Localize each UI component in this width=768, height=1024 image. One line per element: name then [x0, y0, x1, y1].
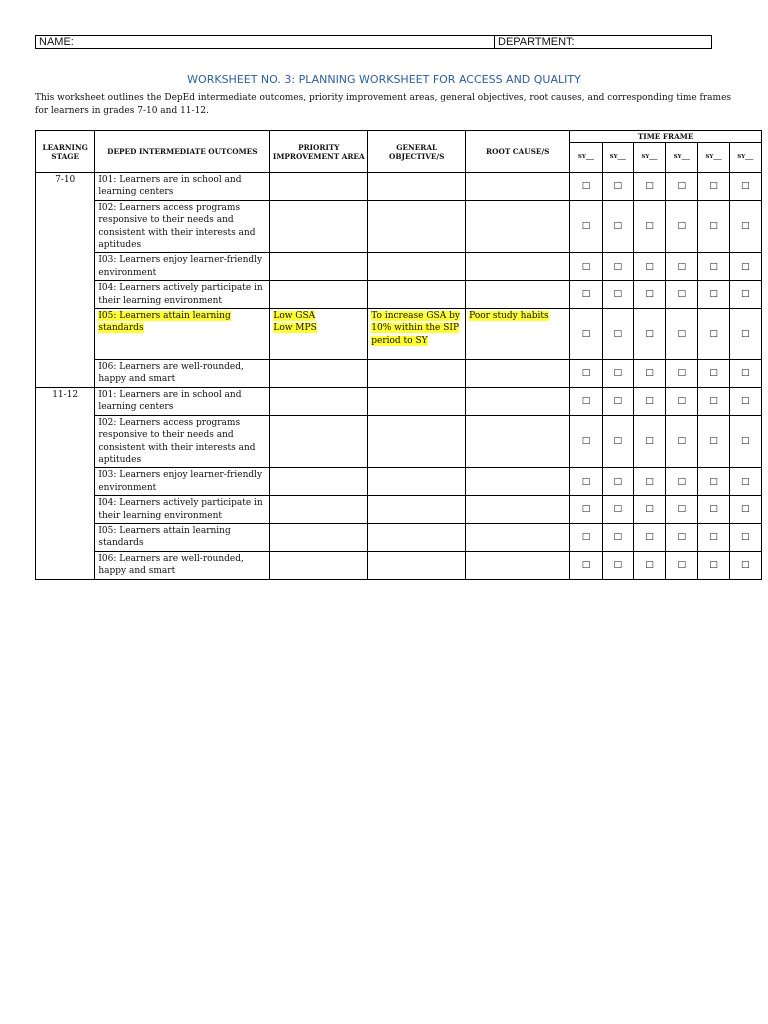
time-frame-checkbox[interactable]: □: [633, 360, 665, 388]
time-frame-checkbox[interactable]: □: [729, 281, 761, 309]
time-frame-checkbox[interactable]: □: [729, 551, 761, 579]
time-frame-checkbox[interactable]: □: [729, 173, 761, 201]
outcome-cell: [95, 551, 270, 579]
header-general-objective: GENERAL OBJECTIVE/S: [368, 131, 466, 173]
root-cause-cell[interactable]: [466, 551, 570, 579]
priority-area-cell[interactable]: [270, 415, 368, 468]
time-frame-checkbox[interactable]: □: [698, 387, 729, 415]
header-sy-5: SY___: [698, 143, 729, 173]
learning-stage-cell: 7-10: [36, 173, 95, 388]
priority-area-cell[interactable]: [270, 253, 368, 281]
name-department-bar: [35, 35, 712, 49]
table-body: [36, 173, 762, 580]
time-frame-checkbox[interactable]: □: [633, 173, 665, 201]
time-frame-checkbox[interactable]: □: [698, 523, 729, 551]
time-frame-checkbox[interactable]: □: [570, 387, 602, 415]
priority-area-cell[interactable]: [270, 200, 368, 253]
table-row: [36, 551, 762, 579]
general-objective-cell[interactable]: [368, 387, 466, 415]
header-sy-3: SY___: [633, 143, 665, 173]
planning-table: [35, 130, 762, 580]
root-cause-cell[interactable]: [466, 360, 570, 388]
outcome-cell: [95, 200, 270, 253]
time-frame-checkbox[interactable]: □: [698, 309, 729, 360]
time-frame-checkbox[interactable]: □: [698, 496, 729, 524]
time-frame-checkbox[interactable]: □: [666, 173, 698, 201]
outcome-cell-text: I05: Learners attain learning standards: [98, 311, 231, 334]
time-frame-checkbox[interactable]: □: [602, 468, 633, 496]
table-row: [36, 173, 762, 201]
time-frame-checkbox[interactable]: □: [698, 360, 729, 388]
outcome-cell: [95, 173, 270, 201]
time-frame-checkbox[interactable]: □: [602, 496, 633, 524]
general-objective-cell[interactable]: [368, 253, 466, 281]
time-frame-checkbox[interactable]: □: [698, 415, 729, 468]
priority-area-cell[interactable]: [270, 468, 368, 496]
time-frame-checkbox[interactable]: □: [633, 387, 665, 415]
table-row: [36, 200, 762, 253]
time-frame-checkbox[interactable]: □: [666, 468, 698, 496]
root-cause-cell[interactable]: [466, 387, 570, 415]
outcome-cell-text: I03: Learners enjoy learner-friendly environment: [98, 255, 263, 278]
general-objective-cell[interactable]: [368, 281, 466, 309]
header-outcomes: DEPED INTERMEDIATE OUTCOMES: [95, 131, 270, 173]
time-frame-checkbox[interactable]: □: [570, 496, 602, 524]
time-frame-checkbox[interactable]: □: [570, 200, 602, 253]
time-frame-checkbox[interactable]: □: [570, 173, 602, 201]
priority-area-cell[interactable]: [270, 496, 368, 524]
time-frame-checkbox[interactable]: □: [698, 173, 729, 201]
table-row: [36, 523, 762, 551]
table-row: [36, 309, 762, 360]
time-frame-checkbox[interactable]: □: [602, 360, 633, 388]
time-frame-checkbox[interactable]: □: [633, 253, 665, 281]
time-frame-checkbox[interactable]: □: [570, 281, 602, 309]
time-frame-checkbox[interactable]: □: [570, 253, 602, 281]
outcome-cell: [95, 281, 270, 309]
outcome-cell-text: I02: Learners access programs responsive to their needs and consistent with their interests and aptitudes: [98, 202, 256, 251]
time-frame-checkbox[interactable]: □: [633, 309, 665, 360]
header-learning-stage: LEARNING STAGE: [36, 131, 95, 173]
time-frame-checkbox[interactable]: □: [602, 387, 633, 415]
general-objective-cell[interactable]: [368, 523, 466, 551]
outcome-cell-text: I04: Learners actively participate in their learning environment: [98, 283, 263, 306]
outcome-cell-text: I03: Learners enjoy learner-friendly environment: [98, 470, 263, 493]
general-objective-cell[interactable]: [368, 309, 466, 360]
learning-stage-cell: 11-12: [36, 387, 95, 579]
priority-area-cell-text: Low GSA Low MPS: [273, 311, 317, 334]
time-frame-checkbox[interactable]: □: [729, 360, 761, 388]
time-frame-checkbox[interactable]: □: [698, 468, 729, 496]
intro-text: This worksheet outlines the DepEd intermediate outcomes, priority improvement areas, general objectives, root causes, and corresponding time frames for learners in grades 7-10 and 11-12.: [35, 93, 732, 116]
time-frame-checkbox[interactable]: □: [729, 309, 761, 360]
worksheet-title: WORKSHEET NO. 3: PLANNING WORKSHEET FOR ACCESS AND QUALITY: [187, 73, 581, 86]
time-frame-checkbox[interactable]: □: [666, 253, 698, 281]
table-row: [36, 496, 762, 524]
time-frame-checkbox[interactable]: □: [570, 360, 602, 388]
header-sy-2: SY___: [602, 143, 633, 173]
time-frame-checkbox[interactable]: □: [698, 551, 729, 579]
root-cause-cell[interactable]: [466, 496, 570, 524]
time-frame-checkbox[interactable]: □: [666, 523, 698, 551]
time-frame-checkbox[interactable]: □: [666, 200, 698, 253]
header-priority-area: PRIORITY IMPROVEMENT AREA: [270, 131, 368, 173]
time-frame-checkbox[interactable]: □: [633, 496, 665, 524]
time-frame-checkbox[interactable]: □: [729, 387, 761, 415]
general-objective-cell[interactable]: [368, 360, 466, 388]
time-frame-checkbox[interactable]: □: [602, 415, 633, 468]
general-objective-cell[interactable]: [368, 200, 466, 253]
table-row: [36, 360, 762, 388]
time-frame-checkbox[interactable]: □: [570, 468, 602, 496]
outcome-cell-text: I01: Learners are in school and learning centers: [98, 389, 242, 413]
name-field[interactable]: [36, 36, 495, 48]
time-frame-checkbox[interactable]: □: [698, 281, 729, 309]
time-frame-checkbox[interactable]: □: [729, 415, 761, 468]
root-cause-cell[interactable]: [466, 281, 570, 309]
outcome-cell: [95, 309, 270, 360]
general-objective-cell-text: To increase GSA by 10% within the SIP period to SY: [371, 311, 460, 346]
time-frame-checkbox[interactable]: □: [729, 496, 761, 524]
time-frame-checkbox[interactable]: □: [570, 309, 602, 360]
time-frame-checkbox[interactable]: □: [602, 173, 633, 201]
outcome-cell-text: I02: Learners access programs responsive to their needs and consistent with their interests and aptitudes: [98, 417, 256, 465]
header-sy-4: SY___: [666, 143, 698, 173]
table-row: [36, 468, 762, 496]
general-objective-cell[interactable]: [368, 173, 466, 201]
time-frame-checkbox[interactable]: □: [666, 415, 698, 468]
outcome-cell: [95, 360, 270, 388]
time-frame-checkbox[interactable]: □: [633, 415, 665, 468]
general-objective-cell[interactable]: [368, 468, 466, 496]
time-frame-checkbox[interactable]: □: [666, 360, 698, 388]
table-row: [36, 253, 762, 281]
time-frame-checkbox[interactable]: □: [570, 415, 602, 468]
time-frame-checkbox[interactable]: □: [729, 200, 761, 253]
priority-area-cell[interactable]: [270, 173, 368, 201]
time-frame-checkbox[interactable]: □: [666, 309, 698, 360]
root-cause-cell[interactable]: [466, 253, 570, 281]
outcome-cell: [95, 523, 270, 551]
time-frame-checkbox[interactable]: □: [666, 387, 698, 415]
outcome-cell-text: I05: Learners attain learning standards: [98, 525, 231, 549]
time-frame-checkbox[interactable]: □: [666, 551, 698, 579]
time-frame-checkbox[interactable]: □: [698, 200, 729, 253]
time-frame-checkbox[interactable]: □: [729, 253, 761, 281]
time-frame-checkbox[interactable]: □: [633, 551, 665, 579]
time-frame-checkbox[interactable]: □: [570, 523, 602, 551]
time-frame-checkbox[interactable]: □: [729, 523, 761, 551]
priority-area-cell[interactable]: [270, 551, 368, 579]
time-frame-checkbox[interactable]: □: [633, 281, 665, 309]
general-objective-cell[interactable]: [368, 496, 466, 524]
time-frame-checkbox[interactable]: □: [570, 551, 602, 579]
outcome-cell-text: I01: Learners are in school and learning centers: [98, 175, 242, 198]
time-frame-checkbox[interactable]: □: [666, 496, 698, 524]
time-frame-checkbox[interactable]: □: [602, 253, 633, 281]
root-cause-cell[interactable]: [466, 309, 570, 360]
priority-area-cell[interactable]: [270, 281, 368, 309]
general-objective-cell[interactable]: [368, 415, 466, 468]
root-cause-cell[interactable]: [466, 173, 570, 201]
time-frame-checkbox[interactable]: □: [602, 281, 633, 309]
priority-area-cell[interactable]: [270, 309, 368, 360]
table-row: [36, 387, 762, 415]
general-objective-cell[interactable]: [368, 551, 466, 579]
outcome-cell: [95, 387, 270, 415]
department-label: DEPARTMENT:: [498, 36, 575, 48]
header-sy-1: SY___: [570, 143, 602, 173]
root-cause-cell[interactable]: [466, 468, 570, 496]
outcome-cell-text: I04: Learners actively participate in their learning environment: [98, 498, 263, 521]
root-cause-cell-text: Poor study habits: [469, 311, 549, 322]
time-frame-checkbox[interactable]: □: [729, 468, 761, 496]
root-cause-cell[interactable]: [466, 415, 570, 468]
department-field[interactable]: [495, 36, 711, 48]
root-cause-cell[interactable]: [466, 523, 570, 551]
time-frame-checkbox[interactable]: □: [602, 523, 633, 551]
header-time-frame: TIME FRAME: [570, 131, 762, 143]
time-frame-checkbox[interactable]: □: [602, 200, 633, 253]
outcome-cell: [95, 253, 270, 281]
outcome-cell: [95, 415, 270, 468]
time-frame-checkbox[interactable]: □: [633, 523, 665, 551]
time-frame-checkbox[interactable]: □: [602, 309, 633, 360]
time-frame-checkbox[interactable]: □: [666, 281, 698, 309]
priority-area-cell[interactable]: [270, 360, 368, 388]
outcome-cell-text: I06: Learners are well-rounded, happy and smart: [98, 553, 244, 577]
table-row: [36, 415, 762, 468]
table-row: [36, 281, 762, 309]
time-frame-checkbox[interactable]: □: [698, 253, 729, 281]
header-sy-6: SY___: [729, 143, 761, 173]
time-frame-checkbox[interactable]: □: [633, 468, 665, 496]
priority-area-cell[interactable]: [270, 523, 368, 551]
header-root-cause: ROOT CAUSE/S: [466, 131, 570, 173]
time-frame-checkbox[interactable]: □: [602, 551, 633, 579]
priority-area-cell[interactable]: [270, 387, 368, 415]
outcome-cell: [95, 496, 270, 524]
outcome-cell: [95, 468, 270, 496]
root-cause-cell[interactable]: [466, 200, 570, 253]
name-label: NAME:: [39, 36, 74, 48]
outcome-cell-text: I06: Learners are well-rounded, happy and smart: [98, 362, 244, 385]
time-frame-checkbox[interactable]: □: [633, 200, 665, 253]
